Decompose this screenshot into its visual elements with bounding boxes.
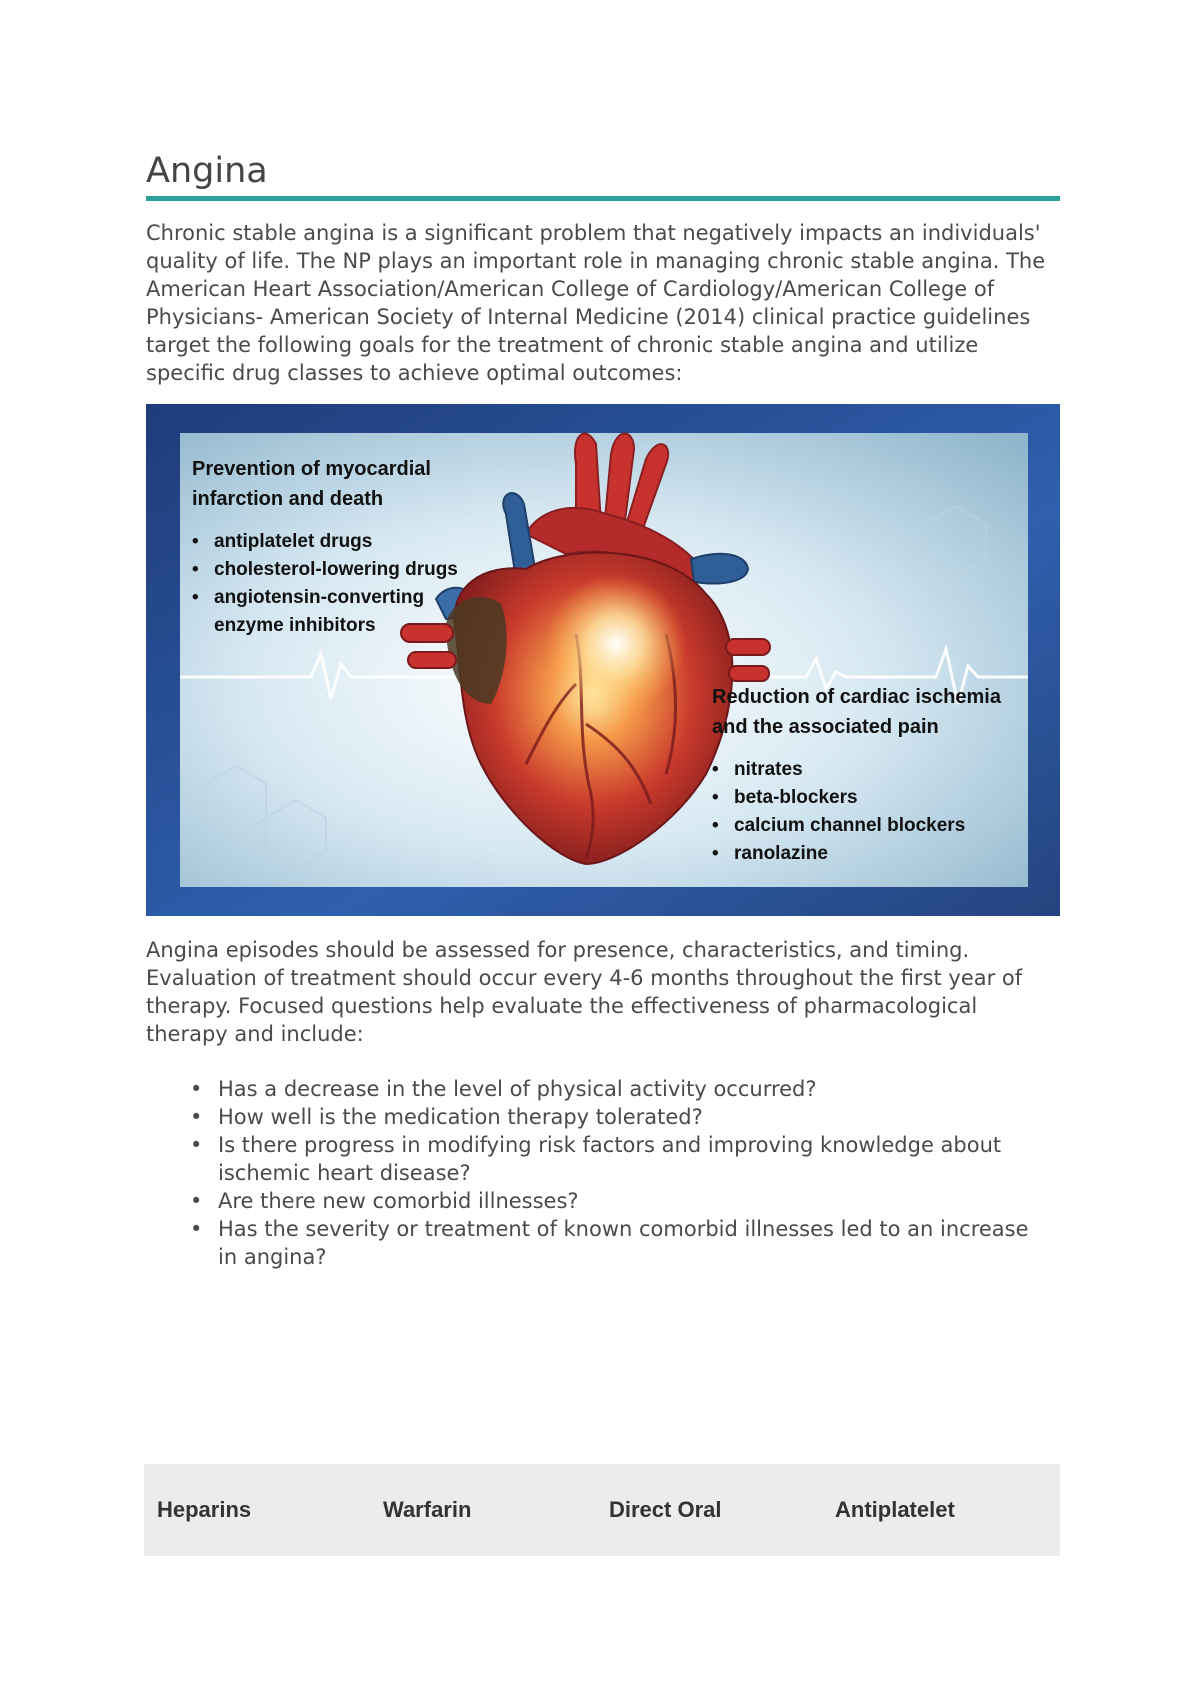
drug-class-table-header [144, 1464, 1060, 1556]
prevention-goal-panel [192, 454, 492, 640]
ischemia-drug-list [712, 756, 1032, 868]
title-divider [146, 196, 1060, 201]
bullet-icon: • [190, 1105, 203, 1129]
list-item [146, 1215, 1046, 1271]
ischemia-goal-heading: Reduction of cardiac ischemia and the associated pain [712, 686, 1001, 738]
prevention-drug-item: • cholesterol-lowering drugs [192, 556, 492, 584]
question-text: Has a decrease in the level of physical activity occurred? [218, 1077, 817, 1101]
angina-treatment-figure [146, 404, 1060, 916]
prevention-drug-item: • antiplatelet drugs [192, 528, 492, 556]
ischemia-drug-item: • nitrates [712, 756, 1032, 784]
list-item [146, 1075, 1046, 1103]
prevention-goal-heading: Prevention of myocardial infarction and death [192, 458, 431, 510]
assessment-paragraph: Angina episodes should be assessed for presence, characteristics, and timing. Evaluation of treatment should occur every 4-6 months throughout the first year of therapy. Focused questions help evaluate the effectiveness of pharmacological therapy and include: [146, 938, 1023, 1046]
question-text: Are there new comorbid illnesses? [218, 1189, 579, 1213]
ischemia-drug-item: • ranolazine [712, 840, 1032, 868]
evaluation-question-list [146, 1075, 1046, 1271]
question-text: Has the severity or treatment of known comorbid illnesses led to an increase in angina? [218, 1217, 1029, 1269]
list-item [146, 1103, 1046, 1131]
ischemia-drug-item: • beta-blockers [712, 784, 1032, 812]
table-header-cell: Direct Oral [609, 1497, 722, 1522]
question-text: How well is the medication therapy tolerated? [218, 1105, 703, 1129]
table-header-cell: Antiplatelet [835, 1497, 955, 1522]
table-header-cell: Warfarin [383, 1497, 472, 1522]
list-item [146, 1131, 1046, 1187]
bullet-icon: • [190, 1189, 203, 1213]
page-title: Angina [146, 151, 268, 191]
ischemia-goal-panel [712, 682, 1032, 868]
list-item [146, 1187, 1046, 1215]
bullet-icon: • [190, 1217, 203, 1241]
bullet-icon: • [190, 1133, 203, 1157]
prevention-drug-list [192, 528, 492, 640]
table-header-cell: Heparins [157, 1497, 252, 1522]
question-text: Is there progress in modifying risk factors and improving knowledge about ischemic heart disease? [218, 1133, 1002, 1185]
prevention-drug-item: • angiotensin-converting enzyme inhibitors [192, 584, 492, 640]
bullet-icon: • [190, 1077, 203, 1101]
intro-paragraph: Chronic stable angina is a significant problem that negatively impacts an individuals' quality of life. The NP plays an important role in managing chronic stable angina. The American Heart Association/American College of Cardiology/American College of Physicians- American Society of Internal Medicine (2014) clinical practice guidelines target the following goals for the treatment of chronic stable angina and utilize specific drug classes to achieve optimal outcomes: [146, 221, 1046, 385]
ischemia-drug-item: • calcium channel blockers [712, 812, 1032, 840]
